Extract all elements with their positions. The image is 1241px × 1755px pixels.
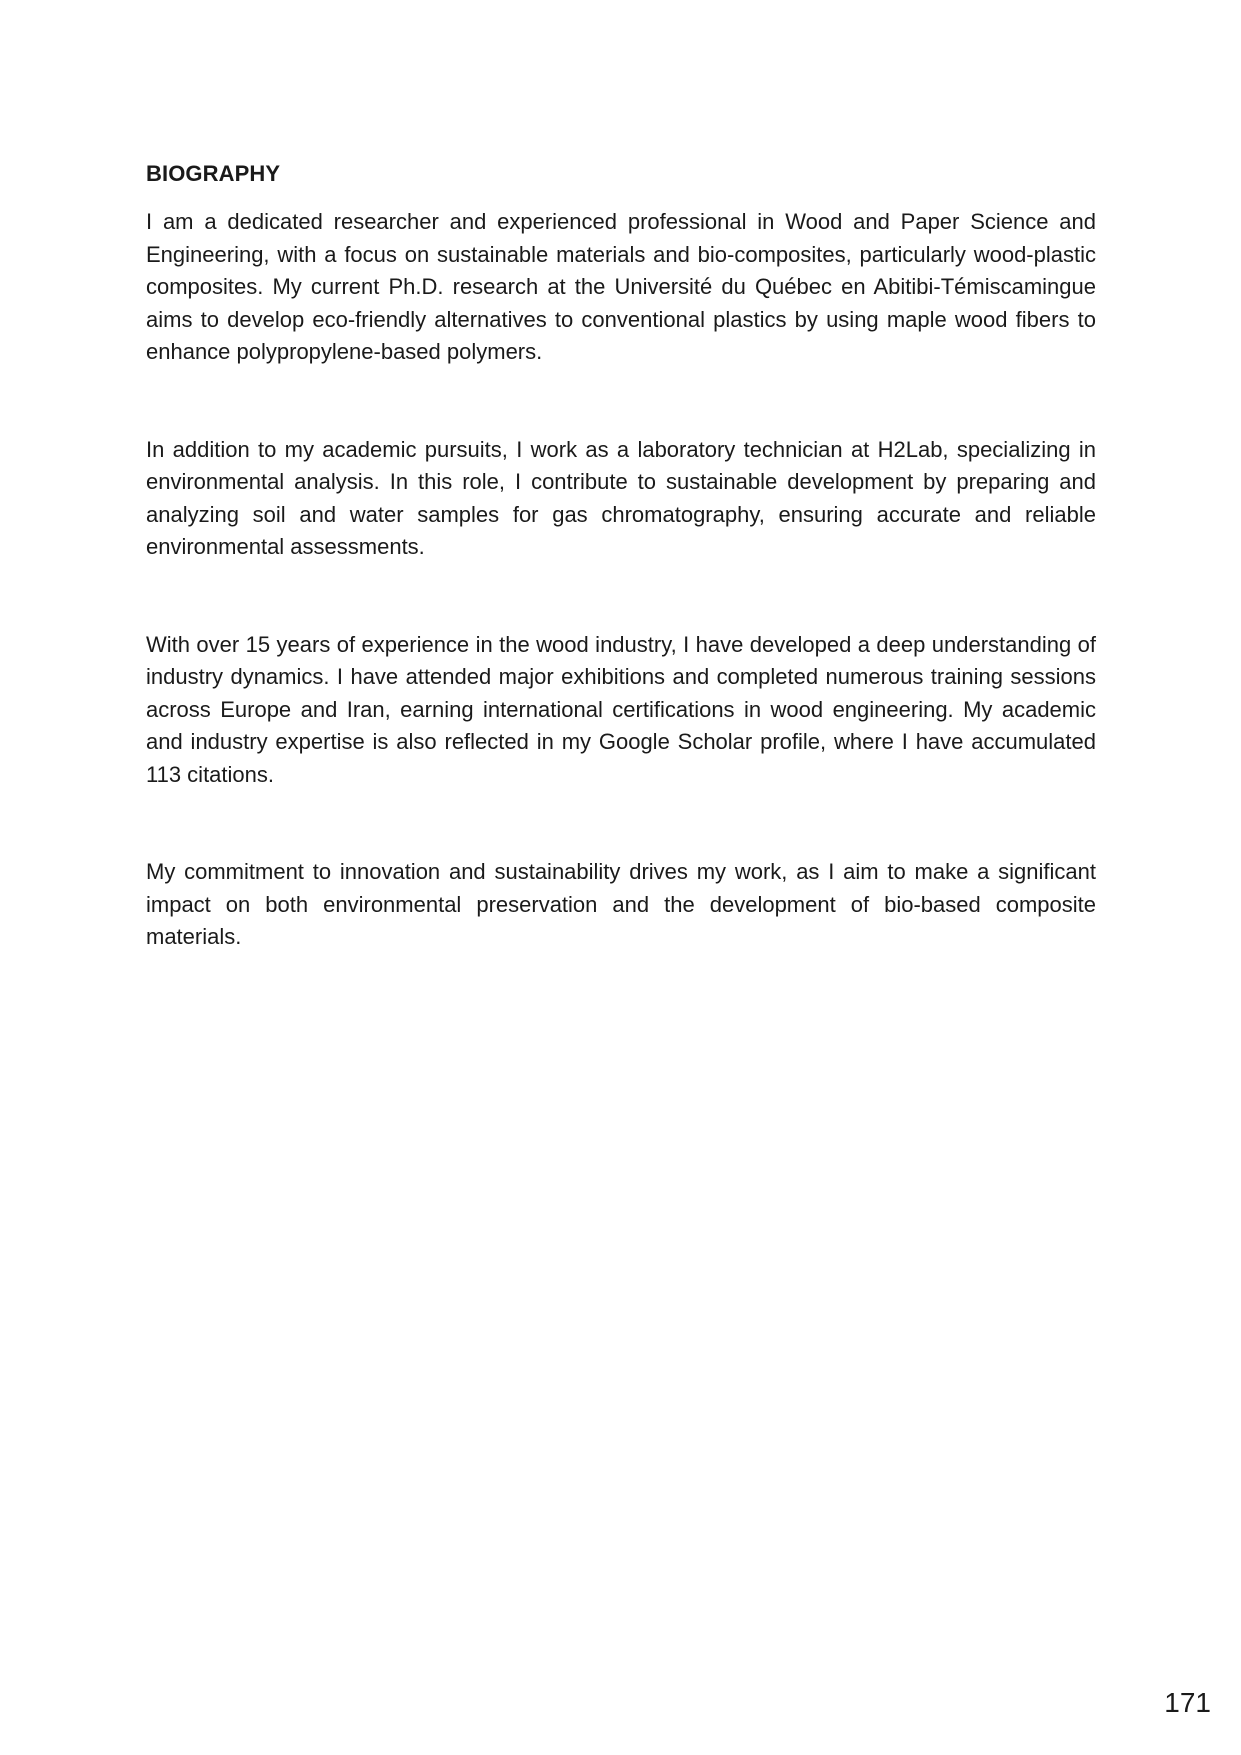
paragraph-research: I am a dedicated researcher and experienced professional in Wood and Paper Science and Engineering, with a focus on sustainable materials and bio-composites, particularly wood-plastic composites. My current Ph.D. research at the Université du Québec en Abitibi-Témiscamingue aims to develop eco-friendly alternatives to conventional plastics by using maple wood fibers to enhance polypropylene-based polymers. bbox=[146, 209, 1096, 364]
paragraph-industry-experience: With over 15 years of experience in the wood industry, I have developed a deep understanding of industry dynamics. I have attended major exhibitions and completed numerous training sessions across Europe and Iran, earning international certifications in wood engineering. My academic and industry expertise is also reflected in my Google Scholar profile, where I have accumulated 113 citations. bbox=[146, 631, 1096, 787]
paragraph-lab-work: In addition to my academic pursuits, I work as a laboratory technician at H2Lab, specializing in environmental analysis. In this role, I contribute to sustainable development by preparing and analyzing soil and water samples for gas chromatography, ensuring accurate and reliable environmental assessments. bbox=[146, 436, 1096, 559]
biography-section bbox=[146, 158, 1096, 954]
page-number: 171 bbox=[1164, 1687, 1211, 1718]
section-heading: BIOGRAPHY bbox=[146, 161, 281, 186]
paragraph-commitment: My commitment to innovation and sustainability drives my work, as I aim to make a significant impact on both environmental preservation and the development of bio-based composite materials. bbox=[146, 859, 1096, 949]
